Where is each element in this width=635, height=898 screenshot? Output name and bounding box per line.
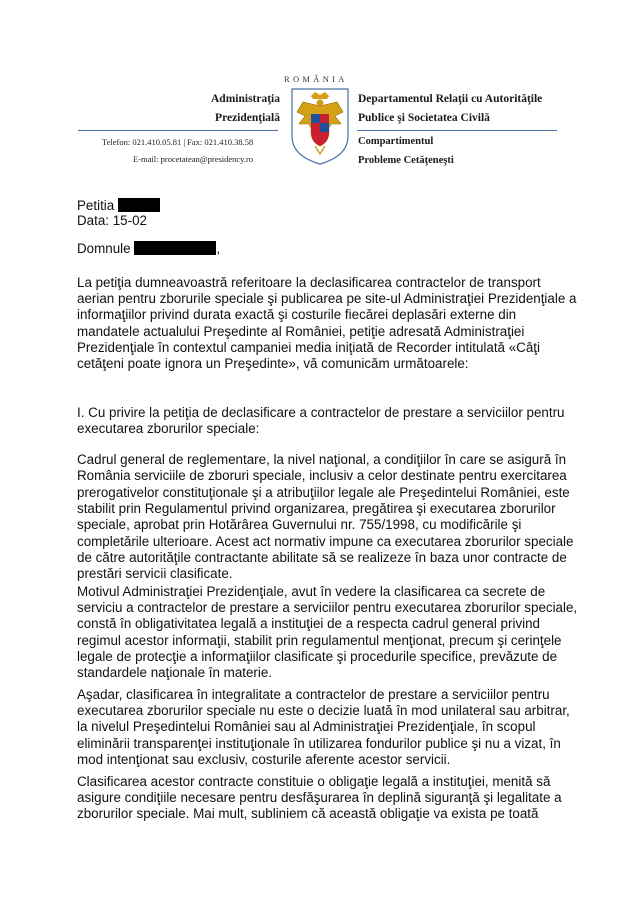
country-caption: ROMÂNIA xyxy=(284,74,348,84)
institution-name-line1: Administraţia xyxy=(211,93,280,105)
coat-of-arms-icon xyxy=(289,86,351,166)
salutation: Domnule , xyxy=(77,241,221,256)
left-header-rule xyxy=(78,130,278,131)
redacted-petition-number xyxy=(118,198,160,212)
department-name-line1: Departamentul Relaţii cu Autorităţile xyxy=(358,93,543,105)
department-name-line2: Publice şi Societatea Civilă xyxy=(358,112,490,124)
redacted-recipient-name xyxy=(134,241,216,255)
compartment-name-line1: Compartimentul xyxy=(358,136,434,147)
phone-fax-line: Telefon: 021.410.05.81 | Fax: 021.410.38.58 xyxy=(102,137,254,147)
email-line: E-mail: procetatean@presidency.ro xyxy=(133,154,254,164)
petition-number: Petitia xyxy=(77,198,160,215)
institution-name-line2: Prezidenţială xyxy=(215,112,280,124)
letter-date: Data: 15-02 xyxy=(77,213,147,228)
compartment-name-line2: Probleme Cetăţeneşti xyxy=(358,155,454,166)
letterhead xyxy=(0,0,635,185)
right-header-rule xyxy=(357,130,557,131)
